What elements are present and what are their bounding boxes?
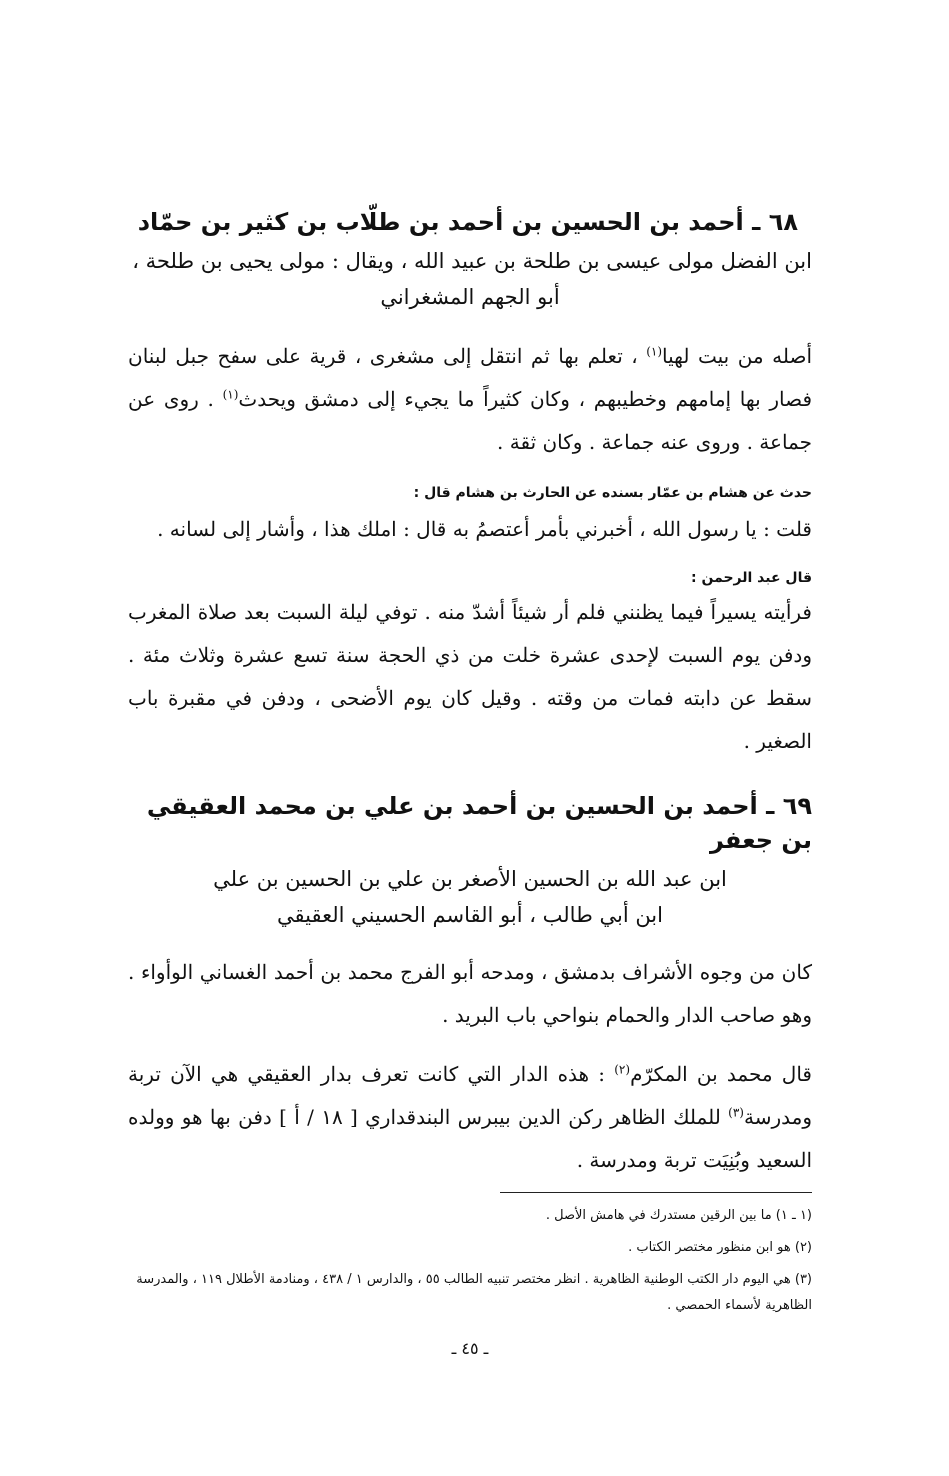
entry-68-p1-text-b: ، تعلم بها ثم انتقل إلى مشغرى ، قرية على سفح جبل لبنان فصار بها إمامهم وخطيبهم ، وكان كثيراً ما يجيء إلى دمشق ويحدث: [128, 344, 813, 411]
footnote-marker-2: (٢): [614, 1062, 631, 1077]
footnote-separator: [500, 1192, 812, 1193]
entry-69-paragraph-1: كان من وجوه الأشراف بدمشق ، ومدحه أبو الفرج محمد بن أحمد الغساني الوأواء . وهو صاحب الدار والحمام بنواحي باب البريد .: [128, 960, 812, 1027]
entry-68-p1-text-a: أصله من بيت لهيا: [662, 344, 813, 368]
page-number: ـ ٤٥ ـ: [451, 1339, 489, 1358]
entry-68-heading: ٦٨ ـ أحمد بن الحسين بن أحمد بن طلّاب بن كثير بن حمّاد: [137, 208, 798, 236]
footnote-marker-1-start: (١): [646, 344, 663, 359]
entry-69-p2-text-b: : هذه الدار التي كانت تعرف بدار العقيقي هي الآن تربة ومدرسة: [128, 1062, 812, 1129]
entry-68-paragraph-1: [128, 335, 812, 464]
entry-68-lineage-line-1: ابن الفضل مولى عيسى بن طلحة بن عبيد الله ، ويقال : مولى يحيى بن طلحة ،: [132, 249, 812, 273]
footnote-1: (١ ـ ١) ما بين الرقين مستدرك في هامش الأصل .: [545, 1208, 812, 1223]
entry-69-paragraph-2: [128, 1053, 812, 1182]
entry-69-p2-text-c: للملك الظاهر ركن الدين بيبرس البندقداري [ ١٨ / أ ] دفن بها هو وولده السعيد وبُنِيَت تربة ومدرسة .: [128, 1105, 812, 1172]
footnotes: [128, 1203, 812, 1319]
entry-69-lineage-line-1: ابن عبد الله بن الحسين الأصغر بن علي بن الحسين بن علي: [213, 867, 727, 891]
footnote-3: (٣) هي اليوم دار الكتب الوطنية الظاهرية . انظر مختصر تنبيه الطالب ٥٥ ، والدارس ١ / ٤٣٨ ، ومنادمة الأطلال ١١٩ ، والمدرسة الظاهرية لأسماء الحمصي .: [136, 1272, 812, 1313]
footnote-marker-1-end: (١): [222, 387, 239, 402]
footnote-2: (٢) هو ابن منظور مختصر الكتاب .: [628, 1240, 812, 1255]
entry-68-paragraph-2: فرأيته يسيراً فيما يظنني فلم أر شيئاً أشدّ منه . توفي ليلة السبت بعد صلاة المغرب ودفن يوم السبت لإحدى عشرة خلت من ذي الحجة سنة تسع عشرة وثلاث مئة . سقط عن دابته فمات من وقته . وقيل كان يوم الأضحى ، ودفن في مقبرة باب الصغير .: [128, 600, 812, 753]
entry-68-lineage-line-2: أبو الجهم المشغراني: [380, 285, 560, 309]
footnote-marker-3: (٣): [728, 1105, 744, 1120]
entry-69-heading: ٦٩ ـ أحمد بن الحسين بن أحمد بن علي بن محمد العقيقي بن جعفر: [146, 792, 812, 854]
entry-68-narrator-heading: قال عبد الرحمن :: [691, 570, 812, 586]
entry-69-p2-text-a: قال محمد بن المكرّم: [630, 1062, 812, 1086]
entry-68-isnad-heading: حدث عن هشام بن عمّار بسنده عن الحارث بن هشام قال :: [413, 485, 812, 501]
entry-69-lineage-line-2: ابن أبي طالب ، أبو القاسم الحسيني العقيقي: [277, 903, 663, 927]
entry-68-p1-text-c: . روى عن جماعة . وروى عنه جماعة . وكان ثقة .: [128, 387, 812, 454]
book-page: [128, 205, 813, 1358]
entry-68-hadith-quote: قلت : يا رسول الله ، أخبرني بأمر أعتصمُ به قال : املك هذا ، وأشار إلى لسانه .: [157, 517, 812, 541]
